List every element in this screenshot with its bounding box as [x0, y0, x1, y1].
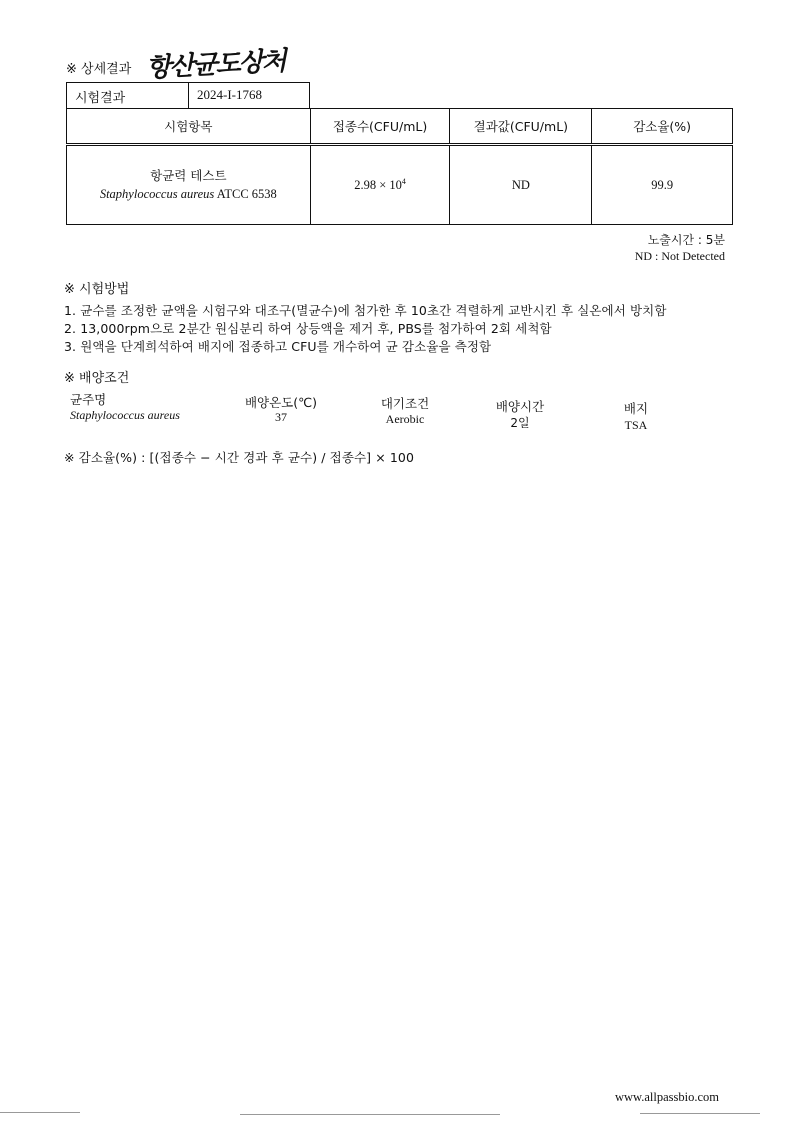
culture-value-atmosphere: Aerobic — [385, 412, 425, 426]
culture-value-medium: TSA — [624, 418, 648, 432]
test-item-title: 항균력 테스트 — [150, 168, 227, 183]
culture-value-time: 2일 — [510, 416, 530, 430]
results-table — [66, 108, 733, 225]
inoculum-cell — [310, 145, 450, 225]
reduction-cell: 99.9 — [592, 145, 733, 225]
culture-value-temp: 37 — [275, 410, 287, 424]
inoculum-exponent: 4 — [401, 176, 406, 186]
col-reduction: 감소율(%) — [592, 109, 733, 145]
culture-value-strain: Staphylococcus aureus — [70, 408, 180, 422]
test-item-organism: Staphylococcus aureus — [99, 187, 215, 201]
footer-rule-center — [240, 1114, 500, 1115]
culture-header-strain: 균주명 — [70, 392, 107, 407]
method-step-2: 2. 13,000rpm으로 2분간 원심분리 하여 상등액을 제거 후, PBS를 첨가하여 2회 세척함 — [64, 321, 552, 336]
inoculum-base: 2.98 × 10 — [354, 178, 402, 193]
culture-header-time: 배양시간 — [495, 399, 545, 414]
culture-header-medium: 배지 — [623, 401, 649, 416]
col-test-item: 시험항목 — [67, 109, 311, 145]
results-row — [67, 145, 733, 225]
test-item-cell — [67, 145, 311, 225]
footer-rule-right — [640, 1113, 760, 1114]
test-id-value: 2024-I-1768 — [197, 87, 262, 102]
section-label: ※ 상세결과 — [66, 62, 132, 77]
exposure-note: 노출시간 : 5분 — [647, 233, 725, 247]
results-header-row — [67, 109, 733, 145]
method-step-1: 1. 균수를 조정한 균액을 시험구와 대조구(멸균수)에 첨가한 후 10초간 격렬하게 교반시킨 후 실온에서 방치함 — [64, 303, 667, 318]
footer-url: www.allpassbio.com — [614, 1090, 719, 1104]
method-title: ※ 시험방법 — [64, 282, 130, 297]
test-id-box — [66, 82, 310, 108]
handwritten-annotation: 항산균도상처 — [145, 46, 286, 84]
test-id-label: 시험결과 — [67, 83, 189, 108]
culture-header-temp: 배양온도(℃) — [244, 395, 318, 410]
col-result: 결과값(CFU/mL) — [450, 109, 592, 145]
result-cell: ND — [450, 145, 592, 225]
method-step-3: 3. 원액을 단계희석하여 배지에 접종하고 CFU를 개수하여 균 감소율을 측정함 — [64, 339, 492, 354]
footer-rule-left — [0, 1112, 80, 1113]
test-item-strain: ATCC 6538 — [216, 187, 277, 201]
nd-note: ND : Not Detected — [634, 249, 725, 263]
col-inoculum: 접종수(CFU/mL) — [310, 109, 450, 145]
reduction-formula: ※ 감소율(%) : [(접종수 − 시간 경과 후 균수) / 접종수] × 100 — [64, 450, 415, 465]
culture-header-atmosphere: 대기조건 — [380, 396, 430, 411]
culture-title: ※ 배양조건 — [64, 371, 130, 386]
